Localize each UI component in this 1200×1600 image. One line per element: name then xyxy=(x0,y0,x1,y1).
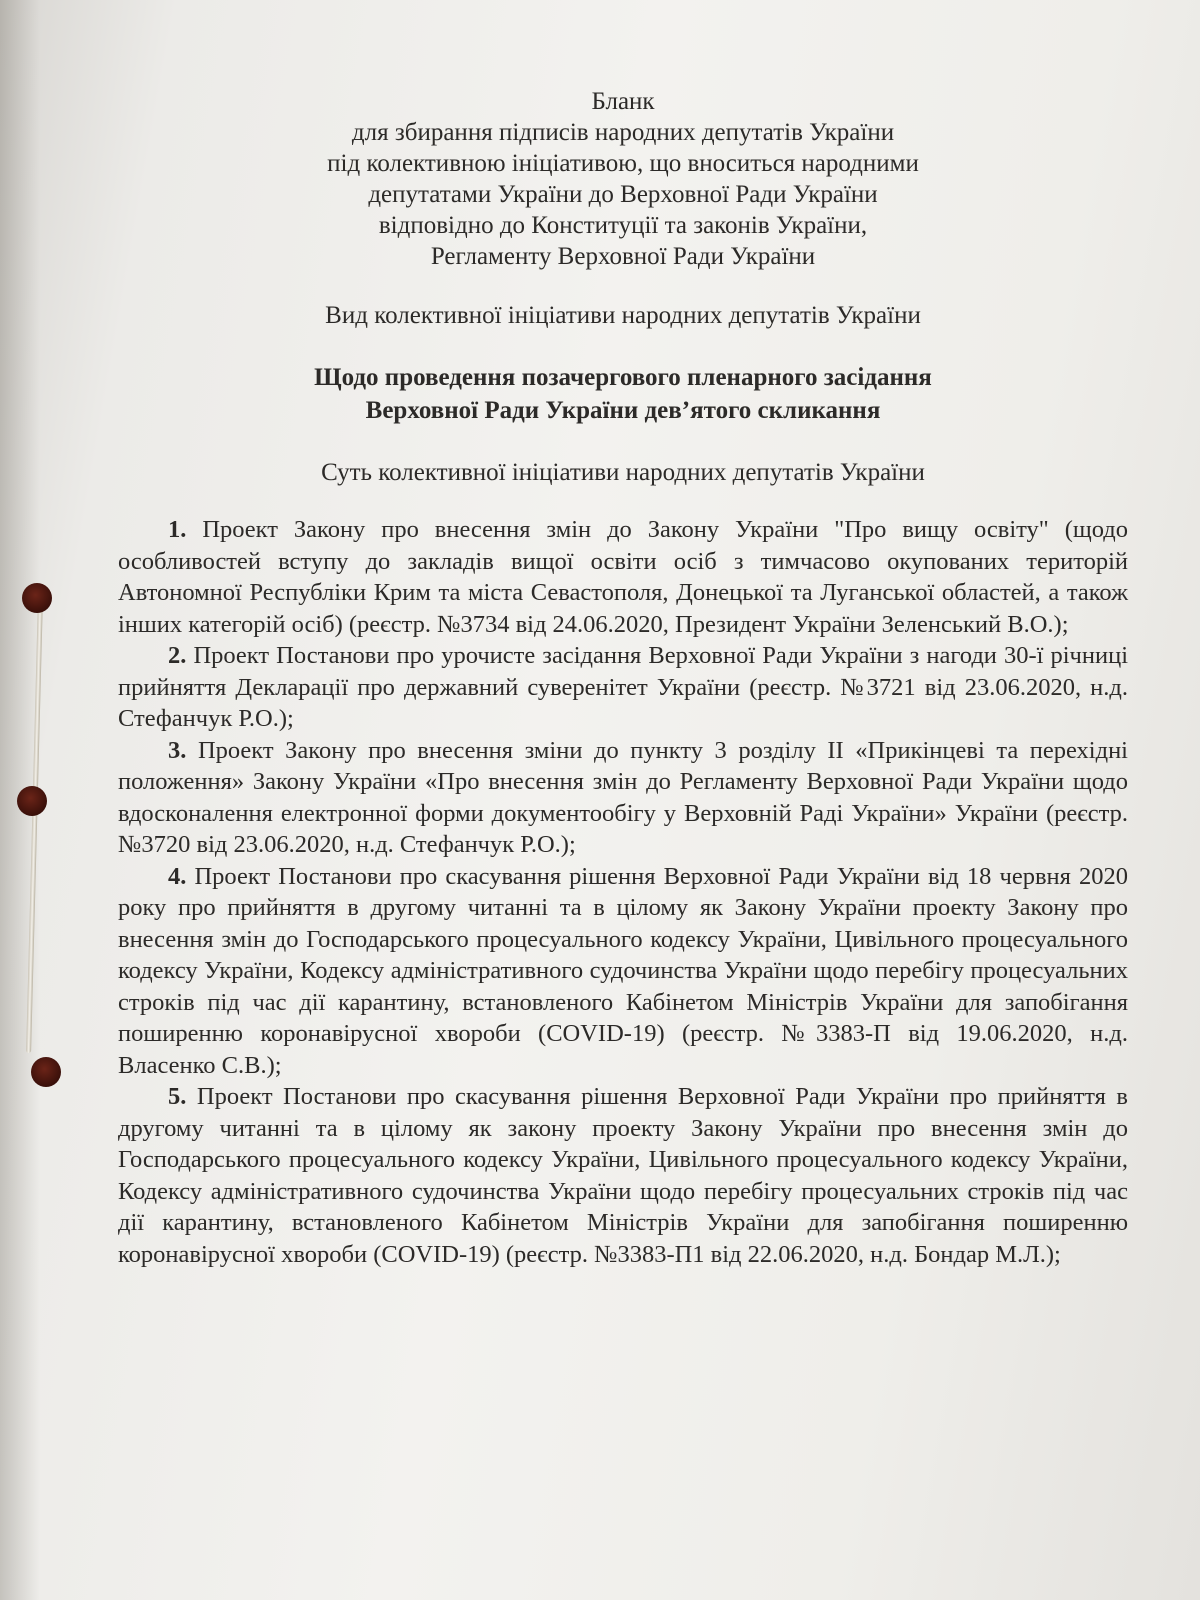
header-line: Регламенту Верховної Ради України xyxy=(430,243,816,270)
title-line: Верховної Ради України дев’ятого скликання xyxy=(365,397,881,424)
item-text: Проект Постанови про скасування рішення Верховної Ради України про прийняття в другому читанні та в цілому як закону проекту Закону України про внесення змін до Господарського процесуального кодексу України, Цивільного процесуального кодексу України, Кодексу адміністративного судочинства України щодо перебігу процесуальних строків під час дії карантину, встановленого Кабінетом Міністрів України для запобігання поширенню коронавірусної хвороби (COVID-19) (реєстр. №3383-П1 від 22.06.2020, н.д. Бондар М.Л.); xyxy=(118,1083,1128,1268)
agenda-item xyxy=(118,861,1128,1082)
punch-hole-middle xyxy=(17,786,47,816)
form-header xyxy=(118,86,1128,272)
header-line: Бланк xyxy=(591,88,655,115)
item-text: Проект Постанови про урочисте засідання Верховної Ради України з нагоди 30-ї річниці прийняття Декларації про державний суверенітет України (реєстр. №3721 від 23.06.2020, н.д. Стефанчук Р.О.); xyxy=(118,642,1128,732)
item-number: 1. xyxy=(168,516,187,543)
item-number: 2. xyxy=(168,642,187,669)
title-line: Щодо проведення позачергового пленарного засідання xyxy=(314,364,932,391)
item-number: 3. xyxy=(168,736,187,764)
document-content xyxy=(118,80,1128,1270)
item-number: 5. xyxy=(168,1083,187,1110)
header-line: депутатами України до Верховної Ради України xyxy=(368,181,878,208)
item-number: 4. xyxy=(168,862,187,890)
punch-hole-bottom xyxy=(31,1057,61,1087)
header-line: відповідно до Конституції та законів України, xyxy=(378,212,868,239)
item-text: Проект Постанови про скасування рішення Верховної Ради України від 18 червня 2020 року про прийняття в другому читанні та в цілому як Закону України проекту Закону про внесення змін до Господарського процесуального кодексу України, Цивільного процесуального кодексу України, Кодексу адміністративного судочинства України щодо перебігу процесуальних строків під час дії карантину, встановленого Кабінетом Міністрів України для запобігання поширенню коронавірусної хвороби (COVID-19) (реєстр. №3383-П від 19.06.2020, н.д. Власенко С.В.); xyxy=(118,862,1128,1079)
agenda-item xyxy=(118,514,1128,640)
agenda-items xyxy=(118,514,1128,1270)
header-line: під колективною ініціативою, що вноситься народними xyxy=(327,150,919,177)
initiative-title xyxy=(118,361,1128,427)
agenda-item xyxy=(118,735,1128,861)
initiative-kind-label: Вид колективної ініціативи народних депутатів України xyxy=(325,302,921,329)
agenda-item xyxy=(118,1081,1128,1270)
punch-hole-top xyxy=(22,583,52,613)
initiative-essence-label: Суть колективної ініціативи народних депутатів України xyxy=(321,459,925,486)
item-text: Проект Закону про внесення зміни до пункту 3 розділу ІІ «Прикінцеві та перехідні положення» Закону України «Про внесення змін до Регламенту Верховної Ради України щодо вдосконалення електронної форми документообігу у Верховній Раді України» України (реєстр. №3720 від 23.06.2020, н.д. Стефанчук Р.О.); xyxy=(118,736,1128,858)
agenda-item xyxy=(118,640,1128,735)
item-text: Проект Закону про внесення змін до Закону України "Про вищу освіту" (щодо особливостей вступу до закладів вищої освіти осіб з тимчасово окупованих територій Автономної Республіки Крим та міста Севастополя, Донецької та Луганської областей, а також інших категорій осіб) (реєстр. №3734 від 24.06.2020, Президент України Зеленський В.О.); xyxy=(118,516,1129,638)
header-line: для збирання підписів народних депутатів України xyxy=(351,119,895,146)
